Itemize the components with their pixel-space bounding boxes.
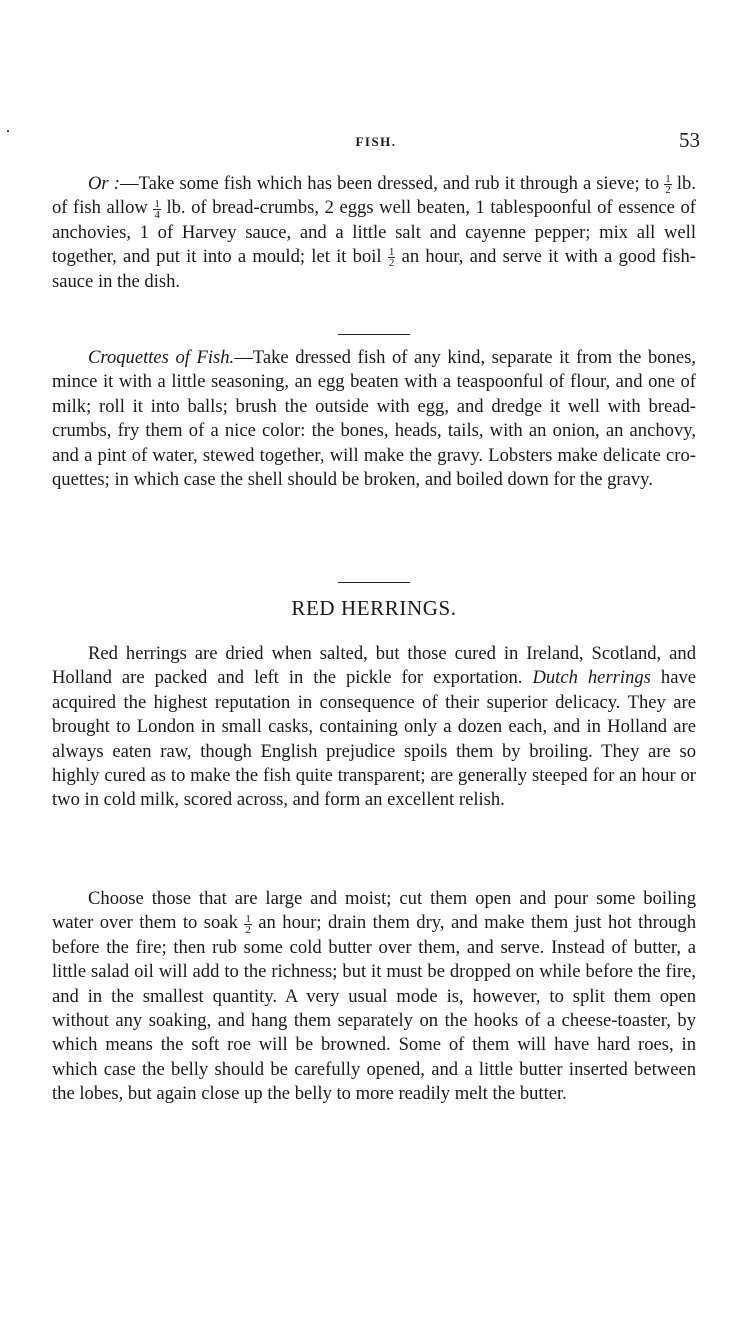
paragraph-text: an hour, and serve it with a good fish-sauce in the dish. [52,246,696,292]
paragraph-text: —Take some fish which has been dressed, and rub it through a sieve; to [119,173,665,194]
paragraph-croquettes [52,346,696,492]
paragraph-text: Red herrings are dried when salted, but those cured in Ireland, Scotland, and Holland are packed and left in the pickle for exportation. [52,643,696,689]
paragraph-or-variant [52,172,696,294]
section-heading: RED HERRINGS. [291,596,457,620]
paragraph-text: an hour; drain them dry, and make them just hot through before the fire; then rub some cold butter over them, and serve. Instead of butter, a little salad oil will add to the richness; but it must be dropped on while before the fire, and in the smallest quantity. A very usual mode is, however, to split them open without any soaking, and hang them separately on the hooks of a cheese-toaster, by which means the soft roe will be browned. Some of them will have hard roes, in which case the belly should be carefully opened, and a little butter inserted between the lobes, but again close up the belly to more readily melt the butter. [52,912,697,1105]
fraction-half: $\frac{1}{2}$ [665,173,671,197]
running-title: FISH. [355,134,397,149]
paragraph-text: —Take dressed fish of any kind, separate it from the bones, mince it with a little seasoning, an egg beaten with a teaspoonful of flour, and one of milk; roll it into balls; brush the outside with egg, and dredge it well with bread-crumbs, fry them of a nice color: the bones, heads, tails, with an onion, an anchovy, and a pint of water, stewed together, will make the gravy. Lobsters make delicate croquettes; in which case the shell should be broken, and boiled down for the gravy. [52,347,696,491]
divider-rule [338,334,410,335]
paragraph-text: have acquired the highest reputation in consequence of their superior delicacy. They are brought to London in small casks, containing only a dozen each, and in Holland are always eaten raw, though English prejudice spoils them by broiling. They are so highly cured as to make the fish quite transparent; are generally steeped for an hour or two in cold milk, scored across, and form an excellent relish. [52,667,697,811]
italic-term: Dutch herrings [532,667,651,689]
paragraph-text: lb. of bread-crumbs, 2 eggs well beaten, 1 tablespoonful of essence of anchovies, 1 of Harvey sauce, and a little salt and cayenne pepper; mix all well together, and put it into a mould; let it boil [52,197,696,268]
running-head [52,128,700,158]
fraction-half: $\frac{1}{2}$ [388,246,395,270]
divider-rule [338,582,410,583]
paragraph-red-herrings-method [52,887,696,1107]
page-number: 53 [679,128,700,152]
fraction-half: $\frac{1}{2}$ [245,912,251,936]
paragraph-red-herrings-intro [52,642,696,813]
paragraph-text: Choose those that are large and moist; cut them open and pour some boiling water over them to soak [52,888,696,934]
paragraph-lead-croquettes: Croquettes of Fish. [88,347,235,368]
paragraph-lead-or: Or : [88,173,120,194]
paragraph-text: lb. of fish allow [52,173,696,219]
fraction-quarter: $\frac{1}{4}$ [154,197,160,221]
scan-speck [7,130,9,132]
